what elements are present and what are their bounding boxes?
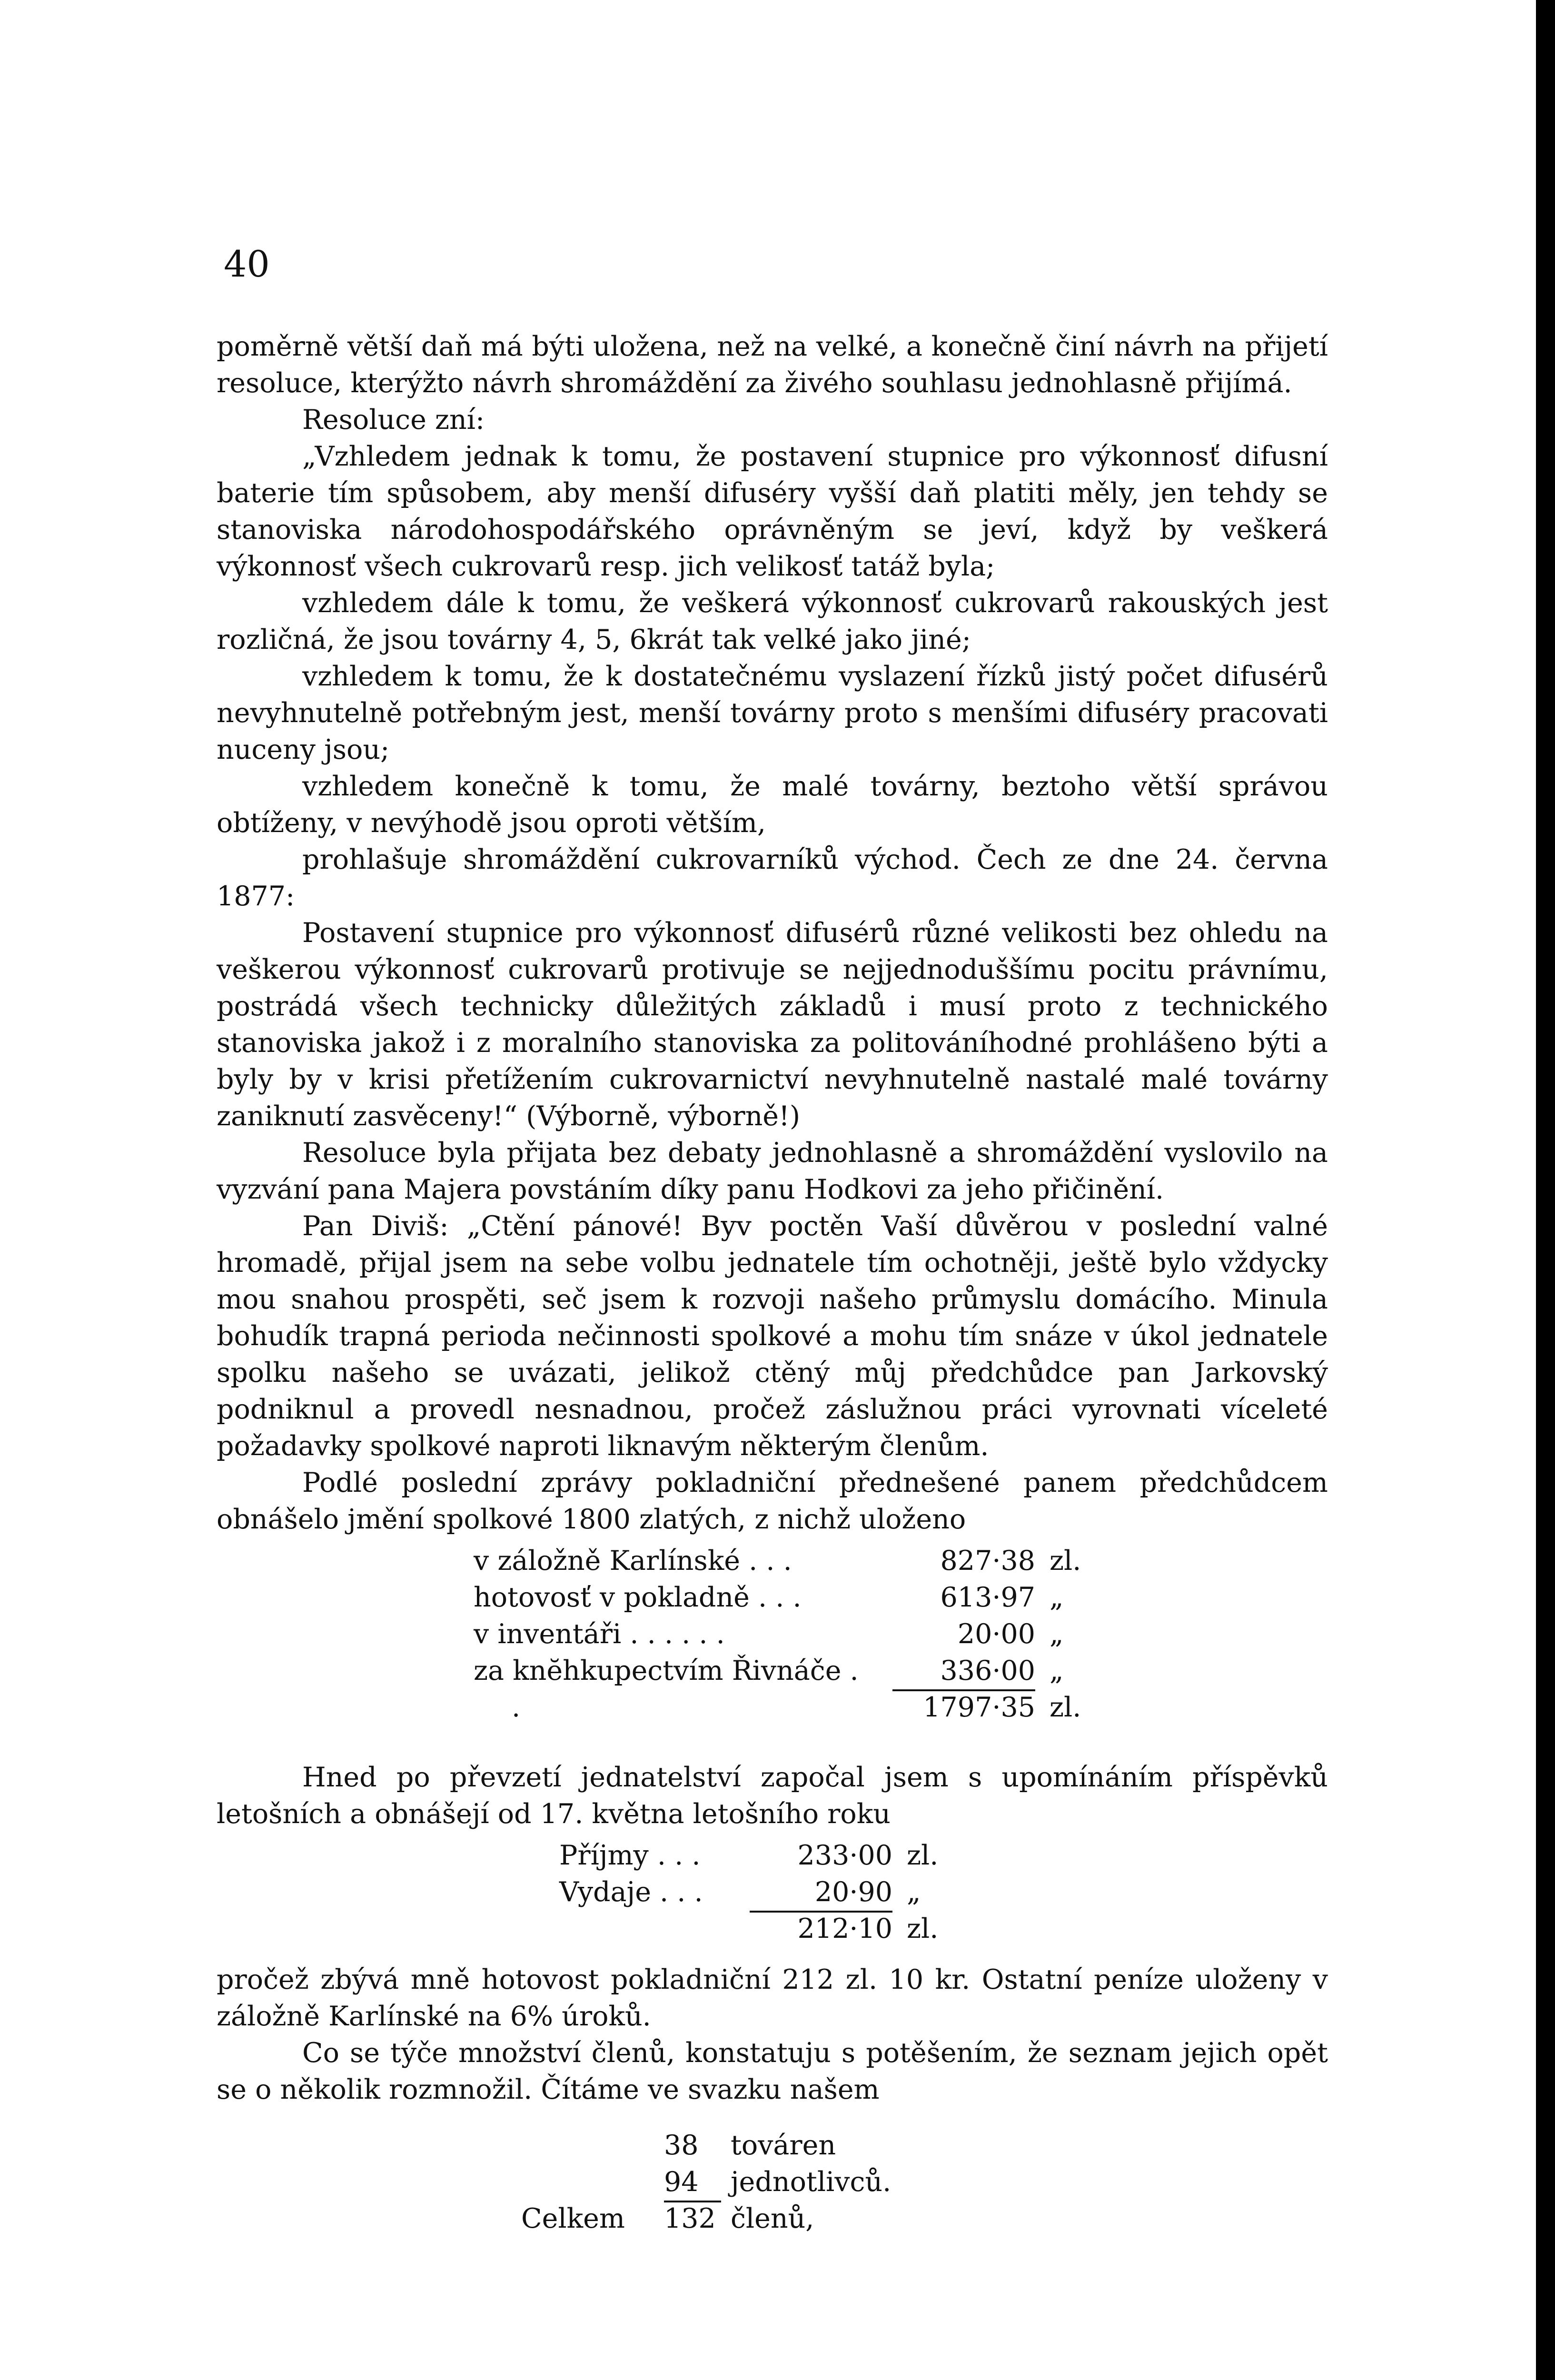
ledger-unit: „ (1050, 1655, 1064, 1686)
members-count: 94 (664, 2164, 721, 2202)
paragraph: vzhledem dále k tomu, že veškerá výkonnosť cukrovarů rakouských jest rozličná, že jsou továrny 4, 5, 6krát tak velké jako jiné; (217, 587, 1328, 655)
members-total-row (521, 2201, 1328, 2237)
ledger-label: v záložně Karlínské . . . (474, 1545, 792, 1577)
members-row (521, 2164, 1328, 2201)
cashflow-table (559, 1837, 1328, 1947)
ledger-amount: 613·97 (940, 1582, 1035, 1613)
members-label: továren (731, 2130, 836, 2161)
cashflow-row (559, 1874, 1328, 1911)
paragraph: Pan Diviš: „Ctění pánové! Byv poctěn Vaší důvěrou v poslední valné hromadě, přijal jsem na sebe volbu jednatele tím ochotněji, ještě bylo vždycky mou snahou prospěti, seč jsem k rozvoji našeho průmyslu domácího. Minula bohudík trapná perioda nečinnosti spolkové a mohu tím snáze v úkol jednatele spolku našeho se uvázati, jelikož ctěný můj předchůdce pan Jarkovský podniknul a provedl nesnadnou, pročež záslužnou práci vyrovnati víceleté požadavky spolkové naproti liknavým některým členům. (217, 1210, 1328, 1462)
paragraph: „Vzhledem jednak k tomu, že postavení stupnice pro výkonnosť difusní baterie tím spůsobem, aby menší difuséry vyšší daň platiti měly, jen tehdy se stanoviska národohospodářského oprávněným se jeví, když by veškerá výkonnosť všech cukrovarů resp. jich velikosť tatáž byla; (217, 441, 1328, 582)
members-count: 38 (664, 2130, 699, 2161)
ledger-label: v inventáři . . . . . . (474, 1618, 725, 1650)
cashflow-amount: 233·00 (797, 1840, 892, 1871)
members-total-count: 132 (664, 2203, 716, 2234)
paragraph: Resoluce byla přijata bez debaty jednohlasně a shromáždění vyslovilo na vyzvání pana Majera povstáním díky panu Hodkovi za jeho přičinění. (217, 1137, 1328, 1205)
paragraph: Podlé poslední zprávy pokladniční přednešené panem předchůdcem obnášelo jmění spolkové 1800 zlatých, z nichž uloženo (217, 1467, 1328, 1535)
cashflow-label: Příjmy . . . (559, 1840, 701, 1871)
members-label: jednotlivců. (731, 2166, 891, 2198)
cashflow-unit: „ (907, 1876, 921, 1908)
ledger-label: za knĕhkupectvím Řivnáče . (474, 1655, 859, 1686)
paragraph: pročež zbývá mně hotovost pokladniční 212 zl. 10 kr. Ostatní peníze uloženy v záložně Karlínské na 6% úroků. (217, 1964, 1328, 2032)
paragraph: prohlašuje shromáždění cukrovarníků východ. Čech ze dne 24. června 1877: (217, 844, 1328, 912)
cashflow-label: Vydaje . . . (559, 1876, 703, 1908)
members-row (521, 2127, 1328, 2164)
ledger-row (474, 1653, 1328, 1689)
cashflow-unit: zl. (907, 1840, 939, 1871)
paragraph: vzhledem konečně k tomu, že malé továrny, beztoho větší správou obtíženy, v nevýhodě jsou oproti větším, (217, 771, 1328, 839)
members-table (521, 2127, 1328, 2237)
ledger-amount: 20·00 (957, 1618, 1035, 1650)
paragraph: Resoluce zní: (302, 404, 485, 436)
paragraph: Postavení stupnice pro výkonnosť difusérů různé velikosti bez ohledu na veškerou výkonnosť cukrovarů protivuje se nejjednoduššímu pocitu právnímu, postrádá všech technicky důležitých základů i musí proto z technického stanoviska jakož i z moralního stanoviska za politováníhodné prohlášeno býti a byly by v krisi přetížením cukrovarnictví nevyhnutelně nastalé malé továrny zaniknutí zasvěceny!“ (Výborně, výborně!) (217, 917, 1328, 1132)
cashflow-amount: 20·90 (750, 1874, 892, 1913)
ledger-row (474, 1579, 1328, 1616)
ledger-total-row (474, 1689, 1328, 1726)
paragraph: poměrně větší daň má býti uložena, než na velké, a konečně činí návrh na přijetí resoluce, kterýžto návrh shromáždění za živého souhlasu jednohlasně přijímá. (217, 331, 1328, 399)
page-number: 40 (224, 243, 270, 285)
ledger-unit: „ (1050, 1618, 1064, 1650)
cashflow-row (559, 1837, 1328, 1874)
ledger-total-unit: zl. (1050, 1692, 1081, 1723)
cashflow-total-row (559, 1911, 1328, 1947)
ledger-unit: zl. (1050, 1545, 1081, 1577)
paragraph: Co se týče množství členů, konstatuju s potěšením, že seznam jejich opět se o několik rozmnožil. Čítáme ve svazku našem (217, 2037, 1328, 2105)
paragraph: vzhledem k tomu, že k dostatečnému vyslazení řízků jistý počet difusérů nevyhnutelně potřebným jest, menší továrny proto s menšími difuséry pracovati nuceny jsou; (217, 661, 1328, 765)
page-edge (1536, 0, 1555, 2380)
cashflow-total-unit: zl. (907, 1913, 939, 1944)
ledger-row (474, 1616, 1328, 1653)
paragraph: Hned po převzetí jednatelství započal jsem s upomínáním příspěvků letošních a obnášejí od 17. května letošního roku (217, 1762, 1328, 1830)
ledger-row (474, 1543, 1328, 1579)
ledger-unit: „ (1050, 1582, 1064, 1613)
page-body (217, 328, 1328, 2237)
members-total-label: členů, (731, 2203, 814, 2234)
ledger-amount: 336·00 (892, 1653, 1035, 1691)
ledger-total-amount: 1797·35 (923, 1692, 1035, 1723)
cashflow-total-amount: 212·10 (797, 1913, 892, 1944)
ledger-total-mark: . (512, 1692, 521, 1723)
members-total-prefix: Celkem (521, 2203, 625, 2234)
assets-ledger (474, 1543, 1328, 1726)
ledger-label: hotovosť v pokladně . . . (474, 1582, 802, 1613)
ledger-amount: 827·38 (940, 1545, 1035, 1577)
